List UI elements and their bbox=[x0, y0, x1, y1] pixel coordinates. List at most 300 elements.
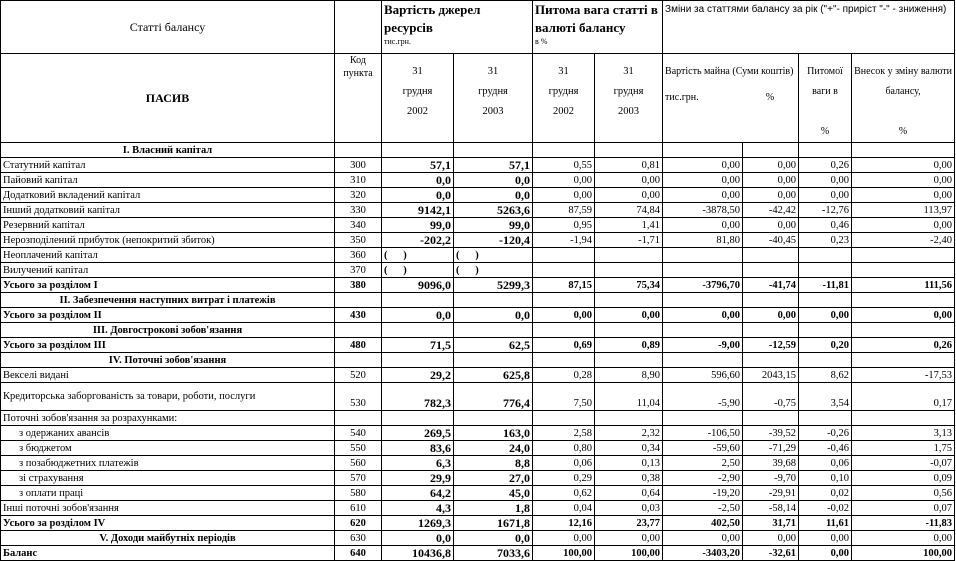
cell-contrib: 0,00 bbox=[852, 308, 955, 323]
cell-s2002: 7,50 bbox=[533, 383, 595, 411]
cell-contrib: 100,00 bbox=[852, 546, 955, 561]
empty-cell bbox=[799, 323, 852, 338]
empty-cell bbox=[454, 323, 533, 338]
cell-s2003: 8,90 bbox=[595, 368, 663, 383]
table-row bbox=[1, 486, 955, 501]
header-asset-value: Вартість майна (Суми коштів) тис.грн. % bbox=[663, 54, 799, 143]
table-row bbox=[1, 338, 955, 353]
cell-dv: 2,50 bbox=[663, 456, 743, 471]
cell-dp: 0,00 bbox=[743, 218, 799, 233]
cell-code: 640 bbox=[335, 546, 382, 561]
cell-s2003: 23,77 bbox=[595, 516, 663, 531]
empty-cell bbox=[595, 293, 663, 308]
cell-code: 560 bbox=[335, 456, 382, 471]
cell-contrib: -17,53 bbox=[852, 368, 955, 383]
cell-contrib: 0,00 bbox=[852, 218, 955, 233]
cell-code: 350 bbox=[335, 233, 382, 248]
cell-v2003: 163,0 bbox=[454, 426, 533, 441]
cell-code: 320 bbox=[335, 188, 382, 203]
cell-dp: 39,68 bbox=[743, 456, 799, 471]
cell-s2002: 87,59 bbox=[533, 203, 595, 218]
cell-v2003: 24,0 bbox=[454, 441, 533, 456]
header-contrib: Внесок у зміну валюти балансу, % bbox=[852, 54, 955, 143]
cell-code bbox=[335, 411, 382, 426]
cell-dp: -32,61 bbox=[743, 546, 799, 561]
empty-cell bbox=[663, 293, 743, 308]
header-date-2002a: 31 грудня 2002 bbox=[382, 54, 454, 143]
table-row bbox=[1, 501, 955, 516]
cell-s2002: 87,15 bbox=[533, 278, 595, 293]
cell-v2002: 1269,3 bbox=[382, 516, 454, 531]
row-label: Вилучений капітал bbox=[1, 263, 335, 278]
cell-code: 330 bbox=[335, 203, 382, 218]
section-row bbox=[1, 143, 955, 158]
cell-dv: -59,60 bbox=[663, 441, 743, 456]
cell-contrib: 0,07 bbox=[852, 501, 955, 516]
cell-v2002: 4,3 bbox=[382, 501, 454, 516]
cell-dv bbox=[663, 248, 743, 263]
row-label: Усього за розділом І bbox=[1, 278, 335, 293]
cell-s2002: 0,80 bbox=[533, 441, 595, 456]
cell-ds: -11,81 bbox=[799, 278, 852, 293]
empty-cell bbox=[382, 353, 454, 368]
cell-v2002 bbox=[382, 411, 454, 426]
cell-s2002 bbox=[533, 248, 595, 263]
empty-cell bbox=[454, 353, 533, 368]
cell-s2002: 0,62 bbox=[533, 486, 595, 501]
empty-cell bbox=[663, 353, 743, 368]
cell-ds: 0,46 bbox=[799, 218, 852, 233]
cell-ds: 0,10 bbox=[799, 471, 852, 486]
cell-contrib: 0,00 bbox=[852, 531, 955, 546]
cell-s2003: 0,89 bbox=[595, 338, 663, 353]
cell-dp: -29,91 bbox=[743, 486, 799, 501]
cell-s2002: -1,94 bbox=[533, 233, 595, 248]
header-value-title: Вартість джерел ресурсів bbox=[384, 2, 481, 35]
cell-code: 300 bbox=[335, 158, 382, 173]
cell-dp: 0,00 bbox=[743, 173, 799, 188]
cell-s2003: 75,34 bbox=[595, 278, 663, 293]
cell-v2003: 7033,6 bbox=[454, 546, 533, 561]
cell-v2003: 0,0 bbox=[454, 308, 533, 323]
cell-contrib: 0,00 bbox=[852, 173, 955, 188]
table-row bbox=[1, 308, 955, 323]
row-label: Інші поточні зобов'язання bbox=[1, 501, 335, 516]
cell-dp: 0,00 bbox=[743, 158, 799, 173]
cell-dp: -9,70 bbox=[743, 471, 799, 486]
cell-dv: -5,90 bbox=[663, 383, 743, 411]
cell-v2002: 0,0 bbox=[382, 188, 454, 203]
cell-s2002: 0,28 bbox=[533, 368, 595, 383]
table-row bbox=[1, 188, 955, 203]
cell-dv: 0,00 bbox=[663, 188, 743, 203]
cell-s2002 bbox=[533, 263, 595, 278]
cell-dp: -42,42 bbox=[743, 203, 799, 218]
row-label: Нерозподілений прибуток (непокритий збиток) bbox=[1, 233, 335, 248]
cell-dp: 0,00 bbox=[743, 188, 799, 203]
row-label: з оплати праці bbox=[1, 486, 335, 501]
cell-contrib: 113,97 bbox=[852, 203, 955, 218]
cell-dp bbox=[743, 263, 799, 278]
cell-ds: -0,46 bbox=[799, 441, 852, 456]
section-title: ІІ. Забезпечення наступних витрат і платежів bbox=[1, 293, 335, 308]
cell-dv bbox=[663, 411, 743, 426]
cell-dv: -3796,70 bbox=[663, 278, 743, 293]
row-label: Резервний капітал bbox=[1, 218, 335, 233]
table-row bbox=[1, 158, 955, 173]
cell-contrib: 111,56 bbox=[852, 278, 955, 293]
empty-cell bbox=[595, 143, 663, 158]
cell-v2002: 71,5 bbox=[382, 338, 454, 353]
header-date-2003a: 31 грудня 2003 bbox=[454, 54, 533, 143]
cell-s2002: 0,00 bbox=[533, 531, 595, 546]
header-date-2003b: 31 грудня 2003 bbox=[595, 54, 663, 143]
row-label: Усього за розділом ІІ bbox=[1, 308, 335, 323]
cell-dv: 0,00 bbox=[663, 173, 743, 188]
empty-cell bbox=[454, 143, 533, 158]
table-row bbox=[1, 233, 955, 248]
cell-s2003: 0,38 bbox=[595, 471, 663, 486]
table-row bbox=[1, 383, 955, 411]
row-label: Усього за розділом IV bbox=[1, 516, 335, 531]
cell-v2003: 625,8 bbox=[454, 368, 533, 383]
cell-v2002: 99,0 bbox=[382, 218, 454, 233]
cell-dp: 0,00 bbox=[743, 308, 799, 323]
row-label: Усього за розділом ІІІ bbox=[1, 338, 335, 353]
cell-ds: 0,26 bbox=[799, 158, 852, 173]
cell-ds: 0,20 bbox=[799, 338, 852, 353]
cell-code: 370 bbox=[335, 263, 382, 278]
cell-dv: -2,90 bbox=[663, 471, 743, 486]
table-row bbox=[1, 368, 955, 383]
empty-cell bbox=[663, 143, 743, 158]
cell-ds: 0,06 bbox=[799, 456, 852, 471]
cell-code: 610 bbox=[335, 501, 382, 516]
row-label: з позабюджетних платежів bbox=[1, 456, 335, 471]
cell-contrib: 0,17 bbox=[852, 383, 955, 411]
cell-dp: -39,52 bbox=[743, 426, 799, 441]
cell-dv: -3403,20 bbox=[663, 546, 743, 561]
empty-cell bbox=[335, 143, 382, 158]
cell-dp bbox=[743, 411, 799, 426]
cell-v2003: 0,0 bbox=[454, 173, 533, 188]
cell-v2003: 99,0 bbox=[454, 218, 533, 233]
cell-ds: 11,61 bbox=[799, 516, 852, 531]
row-label: Додатковий вкладений капітал bbox=[1, 188, 335, 203]
cell-dv: -9,00 bbox=[663, 338, 743, 353]
cell-contrib: 0,56 bbox=[852, 486, 955, 501]
cell-s2003: 0,81 bbox=[595, 158, 663, 173]
row-label: з бюджетом bbox=[1, 441, 335, 456]
empty-cell bbox=[663, 323, 743, 338]
header-value-group bbox=[382, 1, 533, 54]
cell-v2002: 9096,0 bbox=[382, 278, 454, 293]
cell-code: 360 bbox=[335, 248, 382, 263]
cell-contrib: -11,83 bbox=[852, 516, 955, 531]
row-label: Векселі видані bbox=[1, 368, 335, 383]
empty-cell bbox=[799, 143, 852, 158]
cell-dp: 31,71 bbox=[743, 516, 799, 531]
table-row bbox=[1, 531, 955, 546]
header-share-unit: в % bbox=[535, 37, 548, 46]
section-title: І. Власний капітал bbox=[1, 143, 335, 158]
cell-s2003 bbox=[595, 263, 663, 278]
cell-dv: 596,60 bbox=[663, 368, 743, 383]
cell-s2002 bbox=[533, 411, 595, 426]
cell-v2003: 62,5 bbox=[454, 338, 533, 353]
cell-ds bbox=[799, 263, 852, 278]
cell-dv: 402,50 bbox=[663, 516, 743, 531]
table-row bbox=[1, 248, 955, 263]
cell-ds: -0,26 bbox=[799, 426, 852, 441]
row-label: V. Доходи майбутніх періодів bbox=[1, 531, 335, 546]
cell-v2002: 29,2 bbox=[382, 368, 454, 383]
cell-v2003: -120,4 bbox=[454, 233, 533, 248]
cell-dv: -106,50 bbox=[663, 426, 743, 441]
cell-v2003: 0,0 bbox=[454, 531, 533, 546]
cell-code: 310 bbox=[335, 173, 382, 188]
empty-cell bbox=[454, 293, 533, 308]
cell-v2002: 269,5 bbox=[382, 426, 454, 441]
cell-v2002: 0,0 bbox=[382, 173, 454, 188]
empty-cell bbox=[533, 323, 595, 338]
cell-s2003: 0,64 bbox=[595, 486, 663, 501]
empty-cell bbox=[335, 293, 382, 308]
cell-v2002: 64,2 bbox=[382, 486, 454, 501]
table-row bbox=[1, 426, 955, 441]
cell-ds: 3,54 bbox=[799, 383, 852, 411]
cell-s2002: 0,69 bbox=[533, 338, 595, 353]
empty-cell bbox=[595, 323, 663, 338]
cell-dv: 81,80 bbox=[663, 233, 743, 248]
empty-cell bbox=[533, 293, 595, 308]
cell-ds: 0,00 bbox=[799, 308, 852, 323]
empty-cell bbox=[743, 143, 799, 158]
cell-v2003: 8,8 bbox=[454, 456, 533, 471]
cell-code: 530 bbox=[335, 383, 382, 411]
cell-s2002: 0,00 bbox=[533, 188, 595, 203]
cell-v2003: 5263,6 bbox=[454, 203, 533, 218]
empty-cell bbox=[743, 353, 799, 368]
cell-s2002: 100,00 bbox=[533, 546, 595, 561]
cell-code: 580 bbox=[335, 486, 382, 501]
row-label: Кредиторська заборгованість за товари, роботи, послуги bbox=[1, 383, 335, 411]
cell-s2002: 0,00 bbox=[533, 173, 595, 188]
cell-s2003 bbox=[595, 248, 663, 263]
table-row bbox=[1, 516, 955, 531]
empty-cell bbox=[382, 323, 454, 338]
cell-code: 430 bbox=[335, 308, 382, 323]
cell-contrib: -2,40 bbox=[852, 233, 955, 248]
cell-contrib: 0,09 bbox=[852, 471, 955, 486]
cell-v2003: 57,1 bbox=[454, 158, 533, 173]
cell-dp: -71,29 bbox=[743, 441, 799, 456]
section-title: IV. Поточні зобов'язання bbox=[1, 353, 335, 368]
cell-s2003 bbox=[595, 411, 663, 426]
cell-v2003: 5299,3 bbox=[454, 278, 533, 293]
cell-ds: -12,76 bbox=[799, 203, 852, 218]
row-label: з одержаних авансів bbox=[1, 426, 335, 441]
empty-cell bbox=[852, 353, 955, 368]
row-label: Пайовий капітал bbox=[1, 173, 335, 188]
empty-cell bbox=[799, 353, 852, 368]
cell-dp: 2043,15 bbox=[743, 368, 799, 383]
cell-dv: -3878,50 bbox=[663, 203, 743, 218]
cell-v2003: 0,0 bbox=[454, 188, 533, 203]
cell-v2002: -202,2 bbox=[382, 233, 454, 248]
cell-ds: 8,62 bbox=[799, 368, 852, 383]
empty-cell bbox=[382, 293, 454, 308]
cell-v2002: 0,0 bbox=[382, 308, 454, 323]
cell-contrib: 0,00 bbox=[852, 158, 955, 173]
table-row bbox=[1, 456, 955, 471]
table-row bbox=[1, 411, 955, 426]
row-label: зі страхування bbox=[1, 471, 335, 486]
cell-ds: 0,23 bbox=[799, 233, 852, 248]
cell-dp bbox=[743, 248, 799, 263]
cell-ds: 0,00 bbox=[799, 188, 852, 203]
cell-s2003: -1,71 bbox=[595, 233, 663, 248]
cell-s2003: 2,32 bbox=[595, 426, 663, 441]
cell-contrib bbox=[852, 248, 955, 263]
cell-contrib: 0,26 bbox=[852, 338, 955, 353]
row-label: Поточні зобов'язання за розрахунками: bbox=[1, 411, 335, 426]
cell-v2002: ( ) bbox=[382, 248, 454, 263]
empty-cell bbox=[382, 143, 454, 158]
cell-v2002: 29,9 bbox=[382, 471, 454, 486]
cell-code: 570 bbox=[335, 471, 382, 486]
cell-dv: -2,50 bbox=[663, 501, 743, 516]
cell-s2002: 0,00 bbox=[533, 308, 595, 323]
cell-s2002: 0,06 bbox=[533, 456, 595, 471]
header-statti: Статті балансу bbox=[1, 1, 335, 54]
cell-v2003: 776,4 bbox=[454, 383, 533, 411]
section-row bbox=[1, 293, 955, 308]
table-row bbox=[1, 203, 955, 218]
header-value-unit: тис.грн. bbox=[384, 37, 411, 46]
cell-s2002: 0,95 bbox=[533, 218, 595, 233]
cell-contrib: -0,07 bbox=[852, 456, 955, 471]
cell-dp: -58,14 bbox=[743, 501, 799, 516]
cell-dv: -19,20 bbox=[663, 486, 743, 501]
empty-cell bbox=[799, 293, 852, 308]
table-row bbox=[1, 278, 955, 293]
table-row bbox=[1, 441, 955, 456]
cell-s2003: 11,04 bbox=[595, 383, 663, 411]
header-share-change: Питомої ваги в % bbox=[799, 54, 852, 143]
cell-code: 380 bbox=[335, 278, 382, 293]
cell-ds: 0,00 bbox=[799, 546, 852, 561]
cell-ds bbox=[799, 411, 852, 426]
cell-v2003: 1671,8 bbox=[454, 516, 533, 531]
cell-dp: -40,45 bbox=[743, 233, 799, 248]
row-label: Статутний капітал bbox=[1, 158, 335, 173]
cell-s2003: 0,00 bbox=[595, 531, 663, 546]
cell-code: 550 bbox=[335, 441, 382, 456]
cell-code: 620 bbox=[335, 516, 382, 531]
header-share-group bbox=[533, 1, 663, 54]
empty-cell bbox=[743, 293, 799, 308]
cell-dv bbox=[663, 263, 743, 278]
section-title: ІІІ. Довгострокові зобов'язання bbox=[1, 323, 335, 338]
empty-cell bbox=[852, 293, 955, 308]
empty-cell bbox=[335, 323, 382, 338]
row-label: Неоплачений капітал bbox=[1, 248, 335, 263]
cell-contrib: 1,75 bbox=[852, 441, 955, 456]
table-row bbox=[1, 263, 955, 278]
cell-s2003: 0,00 bbox=[595, 173, 663, 188]
cell-contrib bbox=[852, 411, 955, 426]
cell-v2002: 57,1 bbox=[382, 158, 454, 173]
cell-ds: 0,00 bbox=[799, 173, 852, 188]
cell-v2003: 1,8 bbox=[454, 501, 533, 516]
header-empty-code bbox=[335, 1, 382, 54]
cell-s2003: 1,41 bbox=[595, 218, 663, 233]
section-row bbox=[1, 353, 955, 368]
row-label: Інший додатковий капітал bbox=[1, 203, 335, 218]
cell-v2002: ( ) bbox=[382, 263, 454, 278]
cell-s2002: 0,04 bbox=[533, 501, 595, 516]
cell-s2003: 0,13 bbox=[595, 456, 663, 471]
table-row bbox=[1, 173, 955, 188]
empty-cell bbox=[852, 323, 955, 338]
cell-v2002: 0,0 bbox=[382, 531, 454, 546]
cell-v2002: 9142,1 bbox=[382, 203, 454, 218]
cell-dp: -0,75 bbox=[743, 383, 799, 411]
cell-s2002: 2,58 bbox=[533, 426, 595, 441]
cell-v2003: 27,0 bbox=[454, 471, 533, 486]
cell-contrib bbox=[852, 263, 955, 278]
cell-v2002: 782,3 bbox=[382, 383, 454, 411]
header-share-title: Питома вага статті в валюті балансу bbox=[535, 2, 658, 35]
empty-cell bbox=[533, 143, 595, 158]
section-row bbox=[1, 323, 955, 338]
cell-v2002: 6,3 bbox=[382, 456, 454, 471]
cell-v2003: 45,0 bbox=[454, 486, 533, 501]
cell-ds: 0,02 bbox=[799, 486, 852, 501]
cell-s2003: 100,00 bbox=[595, 546, 663, 561]
cell-dp: -12,59 bbox=[743, 338, 799, 353]
cell-s2002: 0,55 bbox=[533, 158, 595, 173]
empty-cell bbox=[743, 323, 799, 338]
cell-s2003: 0,34 bbox=[595, 441, 663, 456]
cell-dp: 0,00 bbox=[743, 531, 799, 546]
cell-s2003: 0,03 bbox=[595, 501, 663, 516]
cell-s2002: 12,16 bbox=[533, 516, 595, 531]
cell-v2003 bbox=[454, 411, 533, 426]
cell-s2003: 0,00 bbox=[595, 308, 663, 323]
cell-v2003: ( ) bbox=[454, 263, 533, 278]
cell-code: 540 bbox=[335, 426, 382, 441]
cell-ds bbox=[799, 248, 852, 263]
cell-dv: 0,00 bbox=[663, 308, 743, 323]
cell-s2002: 0,29 bbox=[533, 471, 595, 486]
header-code: Код пункта bbox=[335, 54, 382, 143]
cell-ds: -0,02 bbox=[799, 501, 852, 516]
cell-v2002: 10436,8 bbox=[382, 546, 454, 561]
cell-contrib: 3,13 bbox=[852, 426, 955, 441]
cell-ds: 0,00 bbox=[799, 531, 852, 546]
table-row bbox=[1, 471, 955, 486]
cell-s2003: 0,00 bbox=[595, 188, 663, 203]
cell-dv: 0,00 bbox=[663, 158, 743, 173]
cell-dv: 0,00 bbox=[663, 531, 743, 546]
cell-code: 340 bbox=[335, 218, 382, 233]
cell-code: 630 bbox=[335, 531, 382, 546]
empty-cell bbox=[533, 353, 595, 368]
header-change-group: Зміни за статтями балансу за рік ("+"- приріст "-" - зниження) bbox=[663, 1, 955, 54]
header-pasyv: ПАСИВ bbox=[1, 54, 335, 143]
